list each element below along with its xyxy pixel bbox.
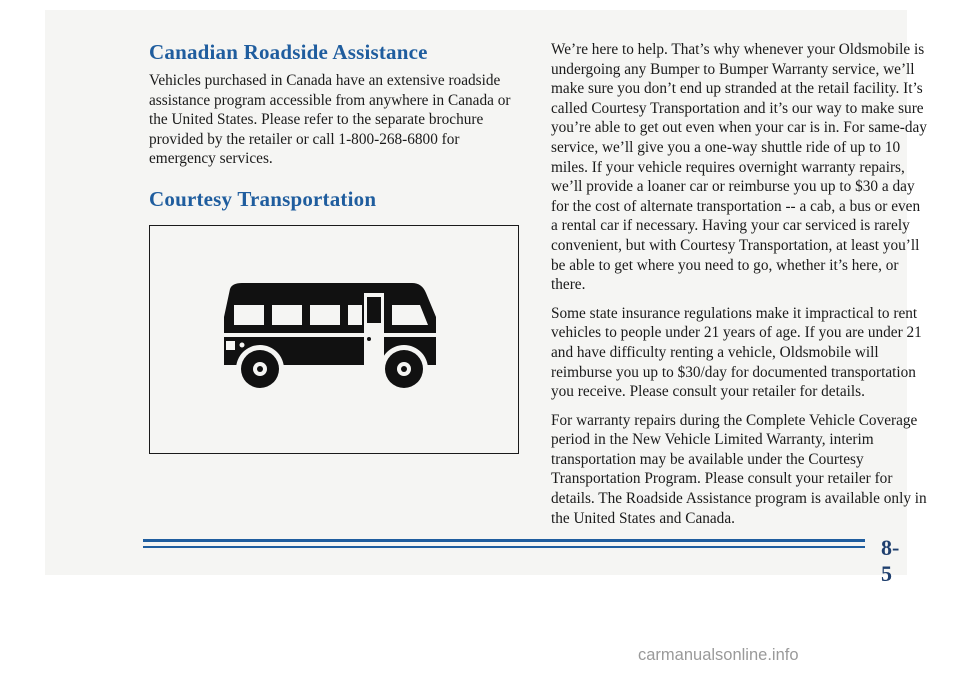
canadian-roadside-paragraph: Vehicles purchased in Canada have an extensive roadside assistance program accessible from anywhere in Canada or the United States. Please refer to the separate brochure provided by the retailer or call 1-800-268-6800 for emergency services. — [149, 72, 511, 168]
courtesy-paragraph: Some state insurance regulations make it impractical to rent vehicles to people under 21 years of age. If you are under 21 and have difficulty renting a vehicle, Oldsmobile will reimburse you up to $30/day for documented transportation you receive. Please consult your retailer for details. — [551, 304, 922, 401]
footer-rule-thin — [143, 546, 865, 548]
shuttle-bus-icon — [212, 283, 444, 393]
left-column — [149, 40, 524, 454]
right-column — [551, 40, 929, 537]
page-number: 8-5 — [881, 535, 900, 586]
footer-rule-thick — [143, 539, 865, 542]
watermark-text: carmanualsonline.info — [638, 646, 799, 664]
heading-courtesy-transportation: Courtesy Transportation — [149, 186, 377, 211]
illustration-frame — [149, 225, 519, 454]
heading-canadian-roadside-assistance: Canadian Roadside Assistance — [149, 40, 428, 64]
courtesy-paragraph: We’re here to help. That’s why whenever your Oldsmobile is undergoing any Bumper to Bumper Warranty service, we’ll make sure you don’t end up stranded at the retail facility. It’s called Courtesy Transportation and it’s our way to make sure you’re able to get out even when your car is in. For same-day service, we’ll give you a one-way shuttle ride of up to 10 miles. If your vehicle requires overnight warranty repairs, we’ll provide a loaner car or reimburse you up to $30 a day for the cost of alternate transportation -- a cab, a bus or even a rental car if necessary. Having your car serviced is rarely convenient, but with Courtesy Transportation, at least you’ll be able to get where you need to go, whether it’s here, or there. — [551, 41, 927, 294]
manual-page — [45, 10, 927, 586]
courtesy-paragraph: For warranty repairs during the Complete Vehicle Coverage period in the New Vehicle Limited Warranty, interim transportation may be available under the Courtesy Transportation Program. Please consult your retailer for details. The Roadside Assistance program is available only in the United States and Canada. — [551, 411, 927, 527]
footer-rule — [143, 537, 865, 551]
